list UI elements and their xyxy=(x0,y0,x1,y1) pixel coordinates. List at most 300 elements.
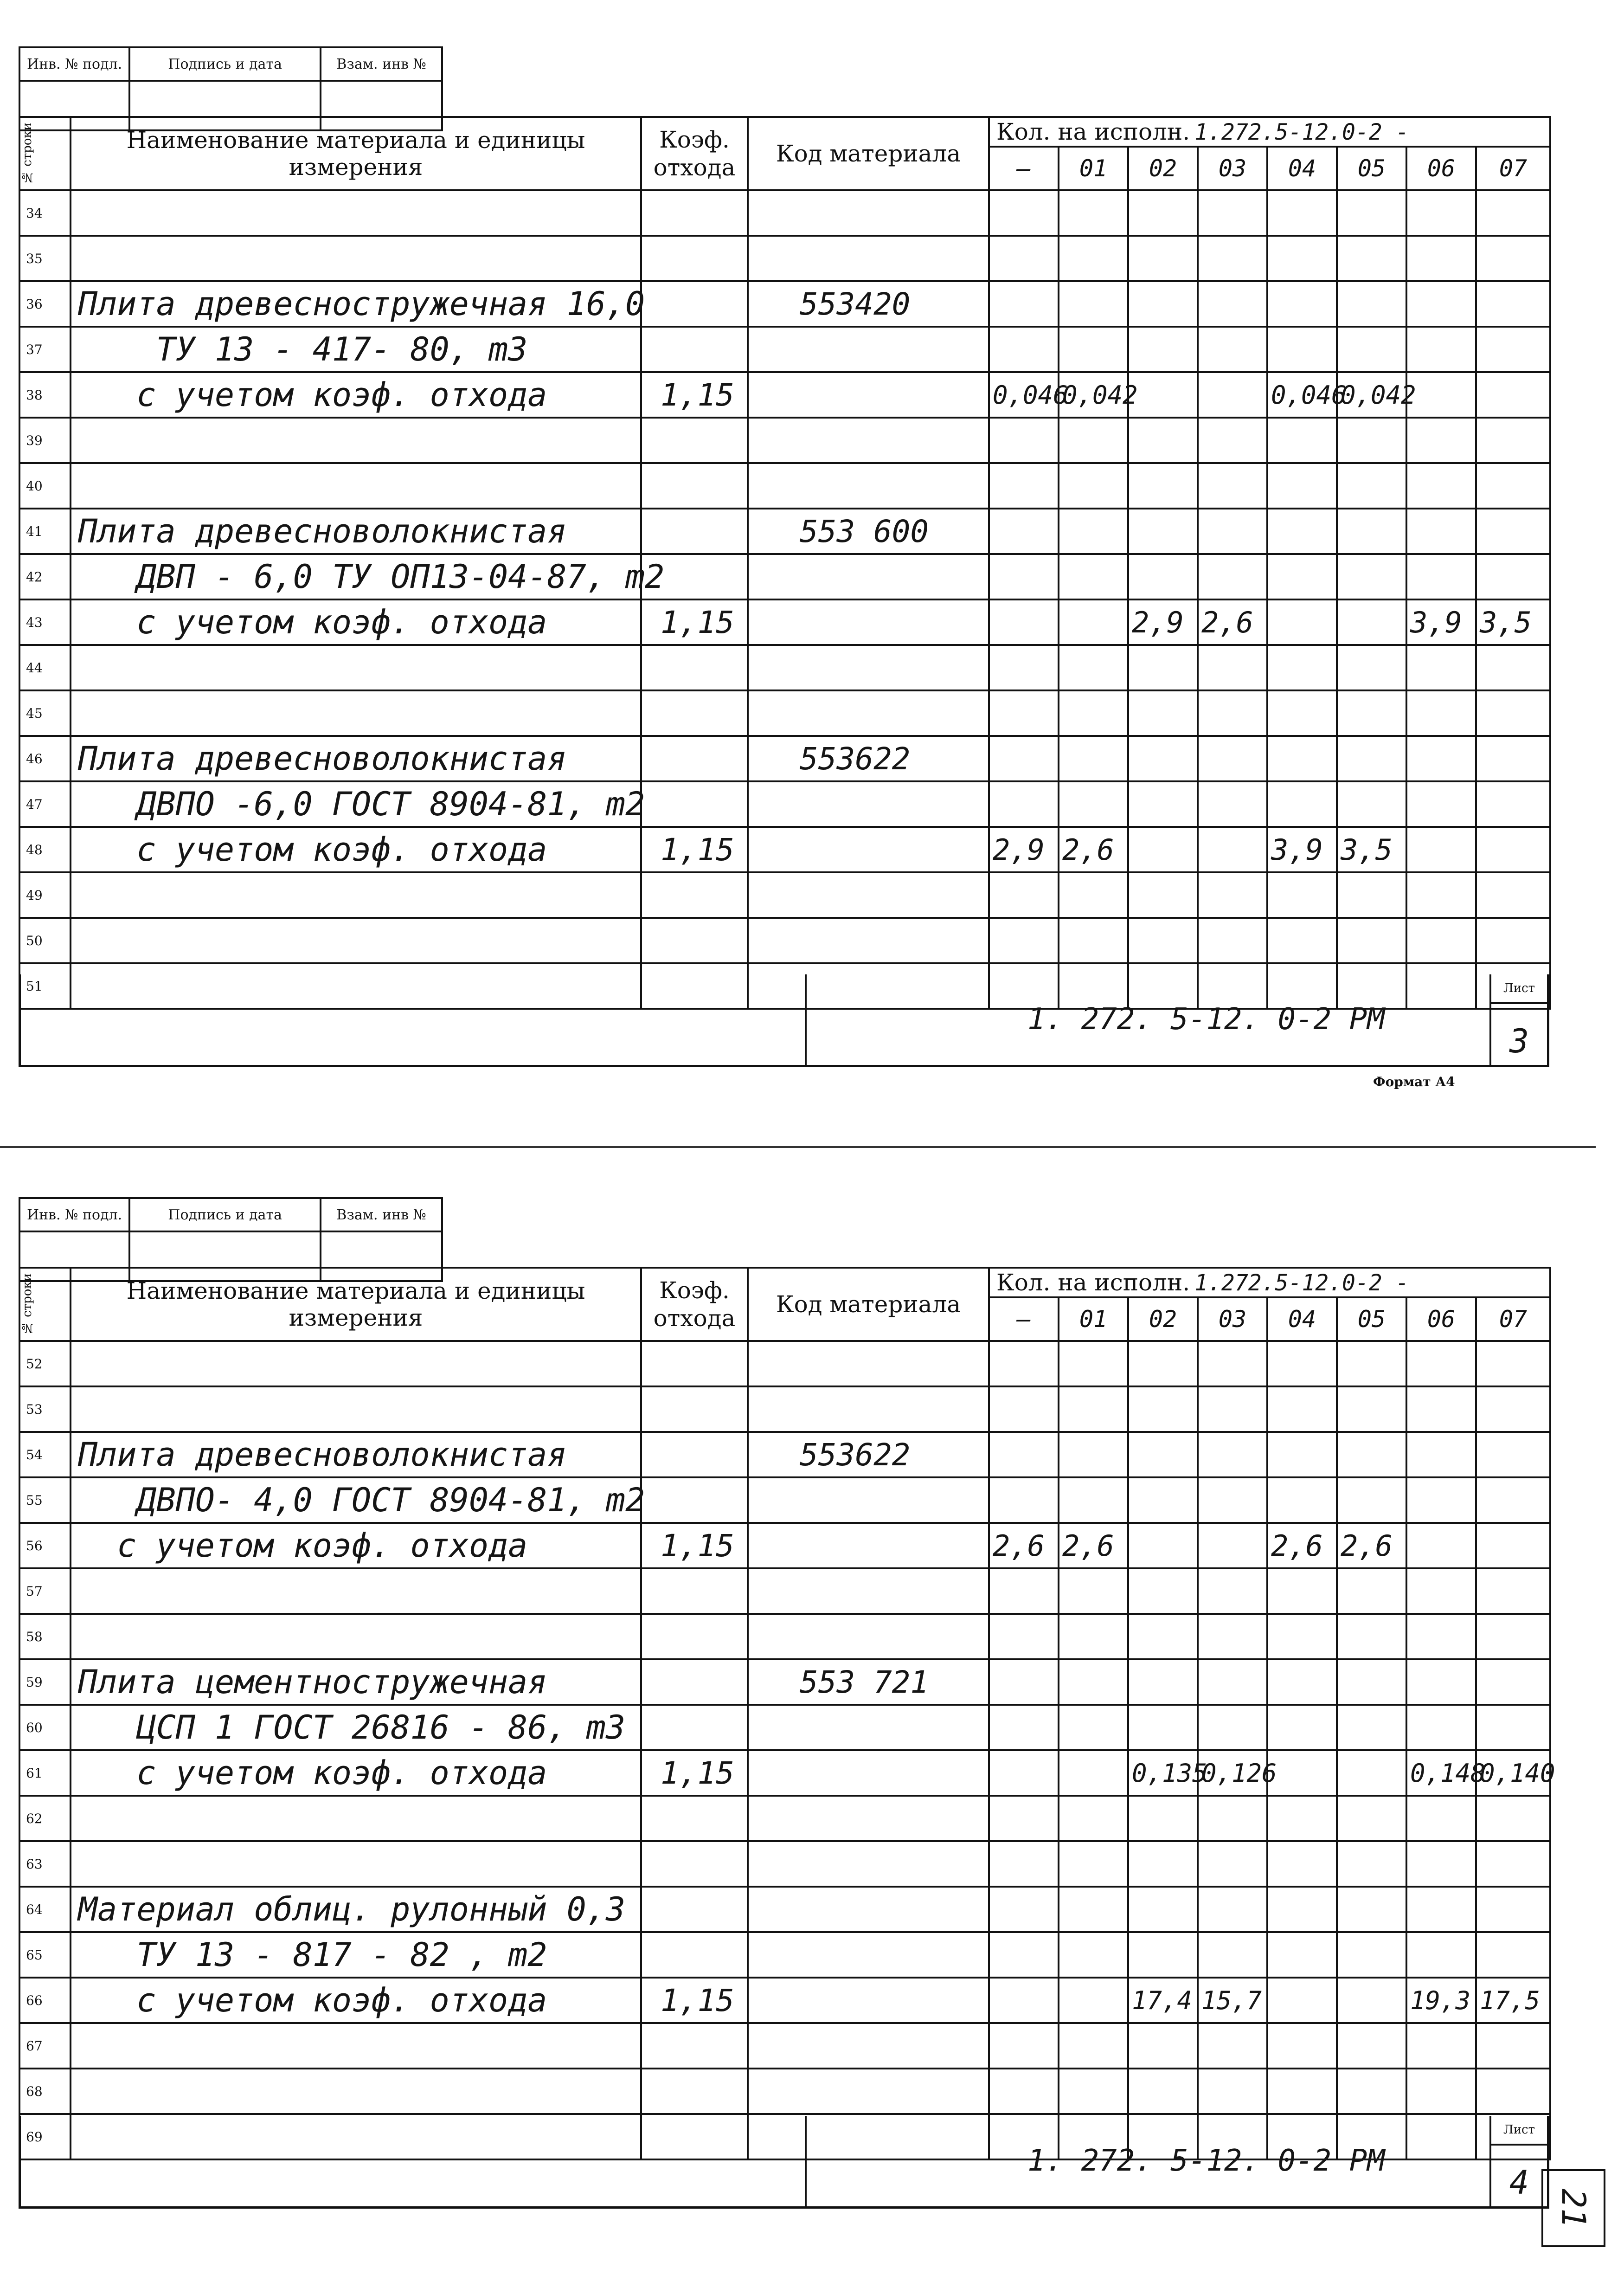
quantity-cell xyxy=(1406,1887,1476,1932)
quantity-cell xyxy=(1406,418,1476,463)
material-name: Плита древесноволокнистая xyxy=(71,736,641,781)
waste-coefficient xyxy=(641,1432,748,1477)
quantity-cell: 2,6 xyxy=(1059,1523,1128,1568)
quantity-cell xyxy=(1059,1477,1128,1523)
quantity-cell: 0,135 xyxy=(1128,1750,1198,1796)
row-number: 54 xyxy=(19,1432,71,1477)
row-number: 67 xyxy=(19,2023,71,2069)
quantity-cell xyxy=(1267,1659,1337,1705)
quantity-cell xyxy=(1059,1978,1128,2023)
header-name: Наименование материала и единицы измерения xyxy=(71,117,641,190)
quantity-cell xyxy=(1128,1341,1198,1386)
table-row xyxy=(19,1796,1550,1841)
stamp-inv-label: Инв. № подл. xyxy=(19,1198,129,1231)
quantity-cell xyxy=(1337,509,1406,554)
material-name: Плита древесностружечная 16,0 xyxy=(71,281,641,327)
quantity-cell xyxy=(1198,645,1267,690)
waste-coefficient xyxy=(641,236,748,281)
quantity-cell xyxy=(1476,1887,1550,1932)
table-row xyxy=(19,1705,1550,1750)
sheet-label: Лист xyxy=(1491,2116,1547,2146)
waste-coefficient xyxy=(641,1568,748,1614)
sheet-label: Лист xyxy=(1491,974,1547,1004)
material-code xyxy=(748,2023,989,2069)
quantity-cell xyxy=(1267,281,1337,327)
waste-coefficient xyxy=(641,418,748,463)
quantity-cell xyxy=(1128,1705,1198,1750)
material-name xyxy=(71,190,641,236)
quantity-cell xyxy=(1059,418,1128,463)
quantity-cell xyxy=(989,1341,1059,1386)
material-code xyxy=(748,372,989,418)
quantity-cell xyxy=(1198,2023,1267,2069)
quantity-cell xyxy=(989,281,1059,327)
table-row xyxy=(19,2069,1550,2114)
quantity-cell xyxy=(1267,1614,1337,1659)
material-code xyxy=(748,1932,989,1978)
material-name xyxy=(71,1614,641,1659)
material-code xyxy=(748,645,989,690)
quantity-cell xyxy=(1198,1477,1267,1523)
quantity-cell: 17,5 xyxy=(1476,1978,1550,2023)
material-name xyxy=(71,418,641,463)
quantity-cell xyxy=(1128,1432,1198,1477)
quantity-cell xyxy=(1267,554,1337,599)
quantity-cell xyxy=(1198,418,1267,463)
quantity-cell xyxy=(1059,327,1128,372)
materials-table xyxy=(19,116,1551,1010)
quantity-cell xyxy=(1476,645,1550,690)
quantity-cell xyxy=(1476,1841,1550,1887)
material-name: Плита цементностружечная xyxy=(71,1659,641,1705)
quantity-cell xyxy=(1267,1432,1337,1477)
quantity-cell xyxy=(989,554,1059,599)
quantity-cell xyxy=(1337,1432,1406,1477)
quantity-cell xyxy=(1406,190,1476,236)
waste-coefficient: 1,15 xyxy=(641,1978,748,2023)
material-name xyxy=(71,1568,641,1614)
quantity-cell xyxy=(1059,690,1128,736)
material-name: ДВП - 6,0 ТУ ОП13-04-87, m2 xyxy=(71,554,641,599)
quantity-cell xyxy=(1337,1978,1406,2023)
header-col-7: 07 xyxy=(1476,1297,1550,1341)
material-code xyxy=(748,1477,989,1523)
row-number: 62 xyxy=(19,1796,71,1841)
quantity-cell xyxy=(1337,736,1406,781)
quantity-cell xyxy=(1476,1705,1550,1750)
waste-coefficient xyxy=(641,872,748,918)
material-code: 553622 xyxy=(748,1432,989,1477)
quantity-cell xyxy=(1059,1341,1128,1386)
waste-coefficient xyxy=(641,690,748,736)
table-row xyxy=(19,918,1550,963)
quantity-cell xyxy=(1267,690,1337,736)
quantity-cell xyxy=(1128,1887,1198,1932)
row-number: 44 xyxy=(19,645,71,690)
material-code xyxy=(748,554,989,599)
header-col-6: 06 xyxy=(1406,1297,1476,1341)
material-code xyxy=(748,463,989,509)
quantity-cell xyxy=(1128,554,1198,599)
quantity-cell xyxy=(1406,327,1476,372)
row-number: 65 xyxy=(19,1932,71,1978)
material-code xyxy=(748,918,989,963)
row-number: 51 xyxy=(19,963,71,1009)
quantity-cell xyxy=(1337,554,1406,599)
quantity-cell xyxy=(1337,2023,1406,2069)
quantity-cell xyxy=(1337,1887,1406,1932)
quantity-cell: 2,6 xyxy=(1337,1523,1406,1568)
quantity-cell xyxy=(1059,2023,1128,2069)
quantity-cell: 3,5 xyxy=(1337,827,1406,872)
table-row xyxy=(19,1841,1550,1887)
quantity-cell xyxy=(1128,236,1198,281)
quantity-cell xyxy=(1059,463,1128,509)
row-number: 53 xyxy=(19,1386,71,1432)
quantity-cell: 0,126 xyxy=(1198,1750,1267,1796)
document-code: 1. 272. 5-12. 0-2 РМ xyxy=(1027,2144,1385,2178)
quantity-cell xyxy=(1128,509,1198,554)
quantity-cell xyxy=(1337,463,1406,509)
quantity-cell: 2,9 xyxy=(989,827,1059,872)
quantity-cell xyxy=(1128,736,1198,781)
material-name: Плита древесноволокнистая xyxy=(71,509,641,554)
quantity-cell xyxy=(1406,1841,1476,1887)
quantity-cell xyxy=(1267,1386,1337,1432)
row-number: 38 xyxy=(19,372,71,418)
material-name xyxy=(71,1841,641,1887)
quantity-cell xyxy=(1406,690,1476,736)
quantity-cell xyxy=(1337,781,1406,827)
quantity-cell xyxy=(1267,418,1337,463)
material-name: ДВПО- 4,0 ГОСТ 8904-81, m2 xyxy=(71,1477,641,1523)
quantity-cell: 0,042 xyxy=(1337,372,1406,418)
quantity-cell xyxy=(1198,1705,1267,1750)
quantity-cell xyxy=(989,1750,1059,1796)
material-code xyxy=(748,599,989,645)
quantity-cell xyxy=(1406,2023,1476,2069)
quantity-cell xyxy=(1406,1796,1476,1841)
row-number: 41 xyxy=(19,509,71,554)
quantity-cell xyxy=(1337,418,1406,463)
quantity-cell xyxy=(989,190,1059,236)
quantity-cell xyxy=(1476,2023,1550,2069)
row-number: 56 xyxy=(19,1523,71,1568)
quantity-cell xyxy=(1337,1841,1406,1887)
quantity-cell xyxy=(989,1659,1059,1705)
material-name: ЦСП 1 ГОСТ 26816 - 86, m3 xyxy=(71,1705,641,1750)
quantity-cell xyxy=(989,645,1059,690)
header-row-no: № строки xyxy=(19,117,71,190)
header-kol-doc: 1.272.5-12.0-2 - xyxy=(1194,1270,1409,1296)
quantity-cell xyxy=(1198,190,1267,236)
stamp-vzam-label: Взам. инв № xyxy=(321,1198,442,1231)
quantity-cell xyxy=(989,418,1059,463)
table-row xyxy=(19,1523,1550,1568)
material-code xyxy=(748,418,989,463)
quantity-cell xyxy=(1267,236,1337,281)
quantity-cell: 15,7 xyxy=(1198,1978,1267,2023)
quantity-cell xyxy=(1476,463,1550,509)
table-row xyxy=(19,281,1550,327)
material-code: 553420 xyxy=(748,281,989,327)
quantity-cell xyxy=(1406,918,1476,963)
quantity-cell xyxy=(1198,1659,1267,1705)
quantity-cell xyxy=(1198,327,1267,372)
row-number: 46 xyxy=(19,736,71,781)
row-number: 61 xyxy=(19,1750,71,1796)
quantity-cell xyxy=(1337,1750,1406,1796)
quantity-cell xyxy=(1406,645,1476,690)
header-code: Код материала xyxy=(748,117,989,190)
quantity-cell xyxy=(1476,690,1550,736)
quantity-cell xyxy=(1267,509,1337,554)
quantity-cell xyxy=(1059,281,1128,327)
material-name: с учетом коэф. отхода xyxy=(71,599,641,645)
row-number: 63 xyxy=(19,1841,71,1887)
quantity-cell xyxy=(1476,509,1550,554)
quantity-cell xyxy=(1267,327,1337,372)
quantity-cell xyxy=(989,1841,1059,1887)
quantity-cell xyxy=(989,463,1059,509)
quantity-cell xyxy=(989,1796,1059,1841)
material-name xyxy=(71,236,641,281)
quantity-cell xyxy=(1406,1386,1476,1432)
quantity-cell xyxy=(1128,645,1198,690)
waste-coefficient xyxy=(641,1386,748,1432)
header-kol-label: Кол. на исполн. xyxy=(996,1269,1190,1296)
waste-coefficient xyxy=(641,1614,748,1659)
quantity-cell xyxy=(1059,1386,1128,1432)
waste-coefficient xyxy=(641,1705,748,1750)
table-row xyxy=(19,190,1550,236)
quantity-cell xyxy=(1128,372,1198,418)
material-name xyxy=(71,1341,641,1386)
quantity-cell xyxy=(1476,827,1550,872)
quantity-cell xyxy=(1406,1659,1476,1705)
quantity-cell xyxy=(1476,281,1550,327)
quantity-cell xyxy=(1337,1386,1406,1432)
header-col-1: 01 xyxy=(1059,1297,1128,1341)
quantity-cell xyxy=(1059,554,1128,599)
material-code xyxy=(748,1887,989,1932)
quantity-cell xyxy=(1267,1750,1337,1796)
material-code: 553 600 xyxy=(748,509,989,554)
page-number: 21 xyxy=(1541,2169,1605,2247)
quantity-cell xyxy=(1198,1432,1267,1477)
table-row xyxy=(19,1887,1550,1932)
material-name xyxy=(71,690,641,736)
waste-coefficient xyxy=(641,2069,748,2114)
waste-coefficient xyxy=(641,1659,748,1705)
header-col-6: 06 xyxy=(1406,147,1476,190)
row-number: 52 xyxy=(19,1341,71,1386)
quantity-cell xyxy=(989,1386,1059,1432)
sheet-3 xyxy=(19,28,1549,1137)
table-row xyxy=(19,827,1550,872)
header-col-0: – xyxy=(989,147,1059,190)
waste-coefficient xyxy=(641,1932,748,1978)
quantity-cell xyxy=(1059,509,1128,554)
table-row xyxy=(19,1659,1550,1705)
quantity-cell xyxy=(1476,1386,1550,1432)
quantity-cell: 2,9 xyxy=(1128,599,1198,645)
quantity-cell xyxy=(1337,1659,1406,1705)
material-code xyxy=(748,1796,989,1841)
quantity-cell xyxy=(1476,872,1550,918)
quantity-cell xyxy=(1059,736,1128,781)
quantity-cell xyxy=(1476,372,1550,418)
quantity-cell xyxy=(1128,1477,1198,1523)
quantity-cell xyxy=(1267,1796,1337,1841)
material-code xyxy=(748,236,989,281)
row-number: 59 xyxy=(19,1659,71,1705)
quantity-cell xyxy=(1128,781,1198,827)
row-number: 55 xyxy=(19,1477,71,1523)
sheet-divider xyxy=(0,1146,1596,1148)
quantity-cell: 2,6 xyxy=(1267,1523,1337,1568)
waste-coefficient xyxy=(641,1841,748,1887)
quantity-cell xyxy=(1198,554,1267,599)
table-row xyxy=(19,1341,1550,1386)
quantity-cell xyxy=(1059,872,1128,918)
waste-coefficient xyxy=(641,645,748,690)
quantity-cell xyxy=(1476,1477,1550,1523)
material-code xyxy=(748,327,989,372)
quantity-cell xyxy=(1128,1932,1198,1978)
table-row xyxy=(19,1386,1550,1432)
row-number: 37 xyxy=(19,327,71,372)
quantity-cell xyxy=(989,1705,1059,1750)
material-code xyxy=(748,1568,989,1614)
quantity-cell xyxy=(1128,281,1198,327)
table-row xyxy=(19,554,1550,599)
table-row xyxy=(19,1477,1550,1523)
row-number: 50 xyxy=(19,918,71,963)
quantity-cell xyxy=(1337,1614,1406,1659)
quantity-cell xyxy=(1337,2069,1406,2114)
material-name xyxy=(71,2069,641,2114)
waste-coefficient xyxy=(641,918,748,963)
quantity-cell xyxy=(989,872,1059,918)
table-row xyxy=(19,1750,1550,1796)
header-kol xyxy=(989,1268,1550,1297)
table-row xyxy=(19,872,1550,918)
quantity-cell xyxy=(1059,1796,1128,1841)
quantity-cell xyxy=(1059,1705,1128,1750)
quantity-cell xyxy=(1059,1887,1128,1932)
header-col-0: – xyxy=(989,1297,1059,1341)
quantity-cell xyxy=(1406,1432,1476,1477)
material-name xyxy=(71,2023,641,2069)
header-col-5: 05 xyxy=(1337,1297,1406,1341)
quantity-cell xyxy=(1267,1887,1337,1932)
waste-coefficient xyxy=(641,2023,748,2069)
quantity-cell: 0,140 xyxy=(1476,1750,1550,1796)
material-name: ТУ 13 - 817 - 82 , m2 xyxy=(71,1932,641,1978)
waste-coefficient xyxy=(641,190,748,236)
material-name xyxy=(71,463,641,509)
stamp-sign-label: Подпись и дата xyxy=(129,1198,321,1231)
quantity-cell xyxy=(1406,827,1476,872)
material-name: ДВПО -6,0 ГОСТ 8904-81, m2 xyxy=(71,781,641,827)
row-number: 47 xyxy=(19,781,71,827)
quantity-cell xyxy=(1059,599,1128,645)
quantity-cell xyxy=(1267,1978,1337,2023)
quantity-cell: 3,9 xyxy=(1267,827,1337,872)
quantity-cell: 3,9 xyxy=(1406,599,1476,645)
quantity-cell xyxy=(1406,2069,1476,2114)
quantity-cell xyxy=(1128,418,1198,463)
quantity-cell xyxy=(1128,1796,1198,1841)
table-row xyxy=(19,1978,1550,2023)
header-koef: Коэф. отхода xyxy=(641,117,748,190)
quantity-cell xyxy=(989,1432,1059,1477)
quantity-cell xyxy=(1337,1477,1406,1523)
quantity-cell xyxy=(1476,190,1550,236)
quantity-cell xyxy=(1198,736,1267,781)
stamp-inv-label: Инв. № подл. xyxy=(19,47,129,81)
quantity-cell: 0,046 xyxy=(989,372,1059,418)
quantity-cell: 17,4 xyxy=(1128,1978,1198,2023)
material-code xyxy=(748,1841,989,1887)
table-row xyxy=(19,1432,1550,1477)
quantity-cell xyxy=(1198,1341,1267,1386)
title-block xyxy=(19,2116,1549,2209)
quantity-cell xyxy=(1198,1386,1267,1432)
waste-coefficient xyxy=(641,736,748,781)
quantity-cell xyxy=(1476,1568,1550,1614)
quantity-cell xyxy=(1406,1614,1476,1659)
quantity-cell xyxy=(1267,1932,1337,1978)
quantity-cell xyxy=(1406,1568,1476,1614)
quantity-cell xyxy=(1476,236,1550,281)
row-number: 39 xyxy=(19,418,71,463)
material-name xyxy=(71,1386,641,1432)
quantity-cell xyxy=(1128,872,1198,918)
table-row xyxy=(19,645,1550,690)
material-code xyxy=(748,1523,989,1568)
waste-coefficient xyxy=(641,463,748,509)
quantity-cell xyxy=(989,690,1059,736)
material-name: Плита древесноволокнистая xyxy=(71,1432,641,1477)
quantity-cell xyxy=(1267,599,1337,645)
waste-coefficient xyxy=(641,1341,748,1386)
material-name xyxy=(71,1796,641,1841)
quantity-cell xyxy=(1128,690,1198,736)
stamp-sign-label: Подпись и дата xyxy=(129,47,321,81)
quantity-cell xyxy=(1267,1705,1337,1750)
row-number: 68 xyxy=(19,2069,71,2114)
row-number: 36 xyxy=(19,281,71,327)
quantity-cell xyxy=(1198,463,1267,509)
quantity-cell xyxy=(1337,236,1406,281)
material-code xyxy=(748,690,989,736)
quantity-cell xyxy=(989,2069,1059,2114)
quantity-cell xyxy=(1267,1841,1337,1887)
row-number: 45 xyxy=(19,690,71,736)
quantity-cell xyxy=(1198,827,1267,872)
quantity-cell xyxy=(1059,1659,1128,1705)
quantity-cell xyxy=(1128,1568,1198,1614)
quantity-cell xyxy=(1406,554,1476,599)
table-row xyxy=(19,418,1550,463)
quantity-cell xyxy=(1337,1568,1406,1614)
quantity-cell xyxy=(1059,1841,1128,1887)
quantity-cell xyxy=(1128,463,1198,509)
quantity-cell xyxy=(1476,918,1550,963)
header-col-4: 04 xyxy=(1267,147,1337,190)
